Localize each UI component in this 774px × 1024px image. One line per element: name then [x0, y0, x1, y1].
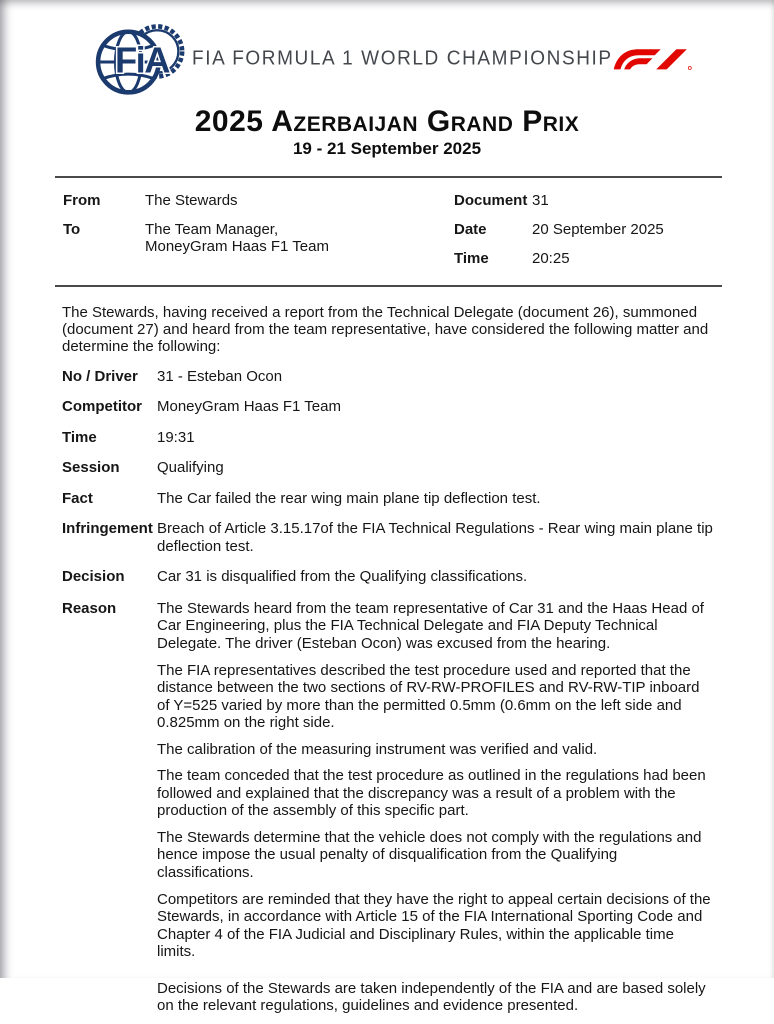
from-label: From: [63, 191, 101, 209]
reason-label: Reason: [62, 599, 117, 617]
time-field-value: 19:31: [157, 428, 195, 446]
date-value: 20 September 2025: [532, 220, 664, 238]
no-driver-value: 31 - Esteban Ocon: [157, 367, 283, 385]
document-value: 31: [532, 191, 549, 209]
intro-paragraph: The Stewards, having received a report from the Technical Delegate (document 26), summoned (document 27) and heard from the team representative, have considered the following matter and determine the following:: [62, 304, 709, 356]
reason-paragraph-7: Decisions of the Stewards are taken independently of the FIA and are based solely on the relevant regulations, guidelines and evidence presented.: [157, 979, 706, 1015]
time-label: Time: [454, 250, 489, 267]
event-dates: 19 - 21 September 2025: [292, 138, 482, 158]
to-label: To: [63, 220, 81, 238]
reason-paragraph-4: The team conceded that the test procedure as outlined in the regulations had been followed and explained that the discrepancy was a result of a problem with the production of the assembly of this specific part.: [157, 767, 706, 820]
time-field-label: Time: [62, 428, 97, 446]
infringement-label: Infringement: [62, 520, 153, 538]
field-row-infringement: [62, 520, 716, 555]
fact-label: Fact: [62, 489, 93, 507]
decision-value: Car 31 is disqualified from the Qualifying classifications.: [157, 568, 528, 586]
field-row-reason: [62, 600, 716, 1024]
no-driver-label: No / Driver: [62, 367, 138, 385]
session-label: Session: [62, 459, 120, 477]
infringement-value: Breach of Article 3.15.17of the FIA Technical Regulations - Rear wing main plane tip deflection test.: [157, 520, 713, 555]
event-title: 2025 Azerbaijan Grand Prix: [194, 105, 580, 138]
to-value-line2: MoneyGram Haas F1 Team: [145, 238, 329, 255]
document-header: [0, 0, 774, 102]
reason-paragraph-5: The Stewards determine that the vehicle does not comply with the regulations and hence impose the usual penalty of disqualification from the Qualifying classifications.: [157, 828, 702, 882]
reason-paragraph-3: The calibration of the measuring instrument was verified and valid.: [157, 740, 598, 758]
session-value: Qualifying: [157, 459, 224, 477]
f1-logo-icon: [613, 45, 695, 73]
field-row-session: [62, 459, 716, 477]
meta-from-to: [63, 192, 454, 268]
to-value-line1: The Team Manager,: [145, 220, 279, 238]
time-value: 20:25: [532, 250, 570, 267]
reason-paragraph-1: The Stewards heard from the team representative of Car 31 and the Haas Head of Car Engineering, plus the FIA Technical Delegate and FIA Deputy Technical Delegate. The driver (Esteban Ocon) was excused from the hearing.: [157, 599, 704, 652]
fia-logo-icon: [92, 19, 192, 99]
competitor-label: Competitor: [62, 398, 142, 416]
to-value: [145, 221, 454, 256]
competitor-value: MoneyGram Haas F1 Team: [157, 398, 341, 416]
field-row-decision: [62, 568, 716, 586]
decision-label: Decision: [62, 568, 125, 586]
date-label: Date: [454, 220, 487, 238]
svg-text:FiA: FiA: [114, 39, 170, 81]
field-row-competitor: [62, 398, 716, 416]
field-row-fact: [62, 490, 716, 508]
from-value: The Stewards: [145, 191, 238, 209]
field-row-no-driver: [62, 368, 716, 386]
championship-title: FIA FORMULA 1 WORLD CHAMPIONSHIP: [192, 47, 613, 70]
reason-paragraph-2: The FIA representatives described the test procedure used and reported that the distance between the two sections of RV-RW-PROFILES and RV-RW-TIP inboard of Y=525 varied by more than the permitted 0.5mm (0.6mm on the left side and 0.825mm on the right side.: [157, 661, 700, 732]
reason-paragraph-6: Competitors are reminded that they have the right to appeal certain decisions of the Stewards, in accordance with Article 15 of the FIA International Sporting Code and Chapter 4 of the FIA Judicial and Disciplinary Rules, within the applicable time limits.: [157, 890, 711, 961]
meta-block: [55, 176, 722, 288]
fact-value: The Car failed the rear wing main plane tip deflection test.: [157, 489, 541, 507]
field-row-time: [62, 429, 716, 447]
reason-paragraphs: [157, 600, 716, 1024]
document-label: Document: [454, 191, 528, 209]
meta-doc-date-time: [454, 192, 722, 268]
